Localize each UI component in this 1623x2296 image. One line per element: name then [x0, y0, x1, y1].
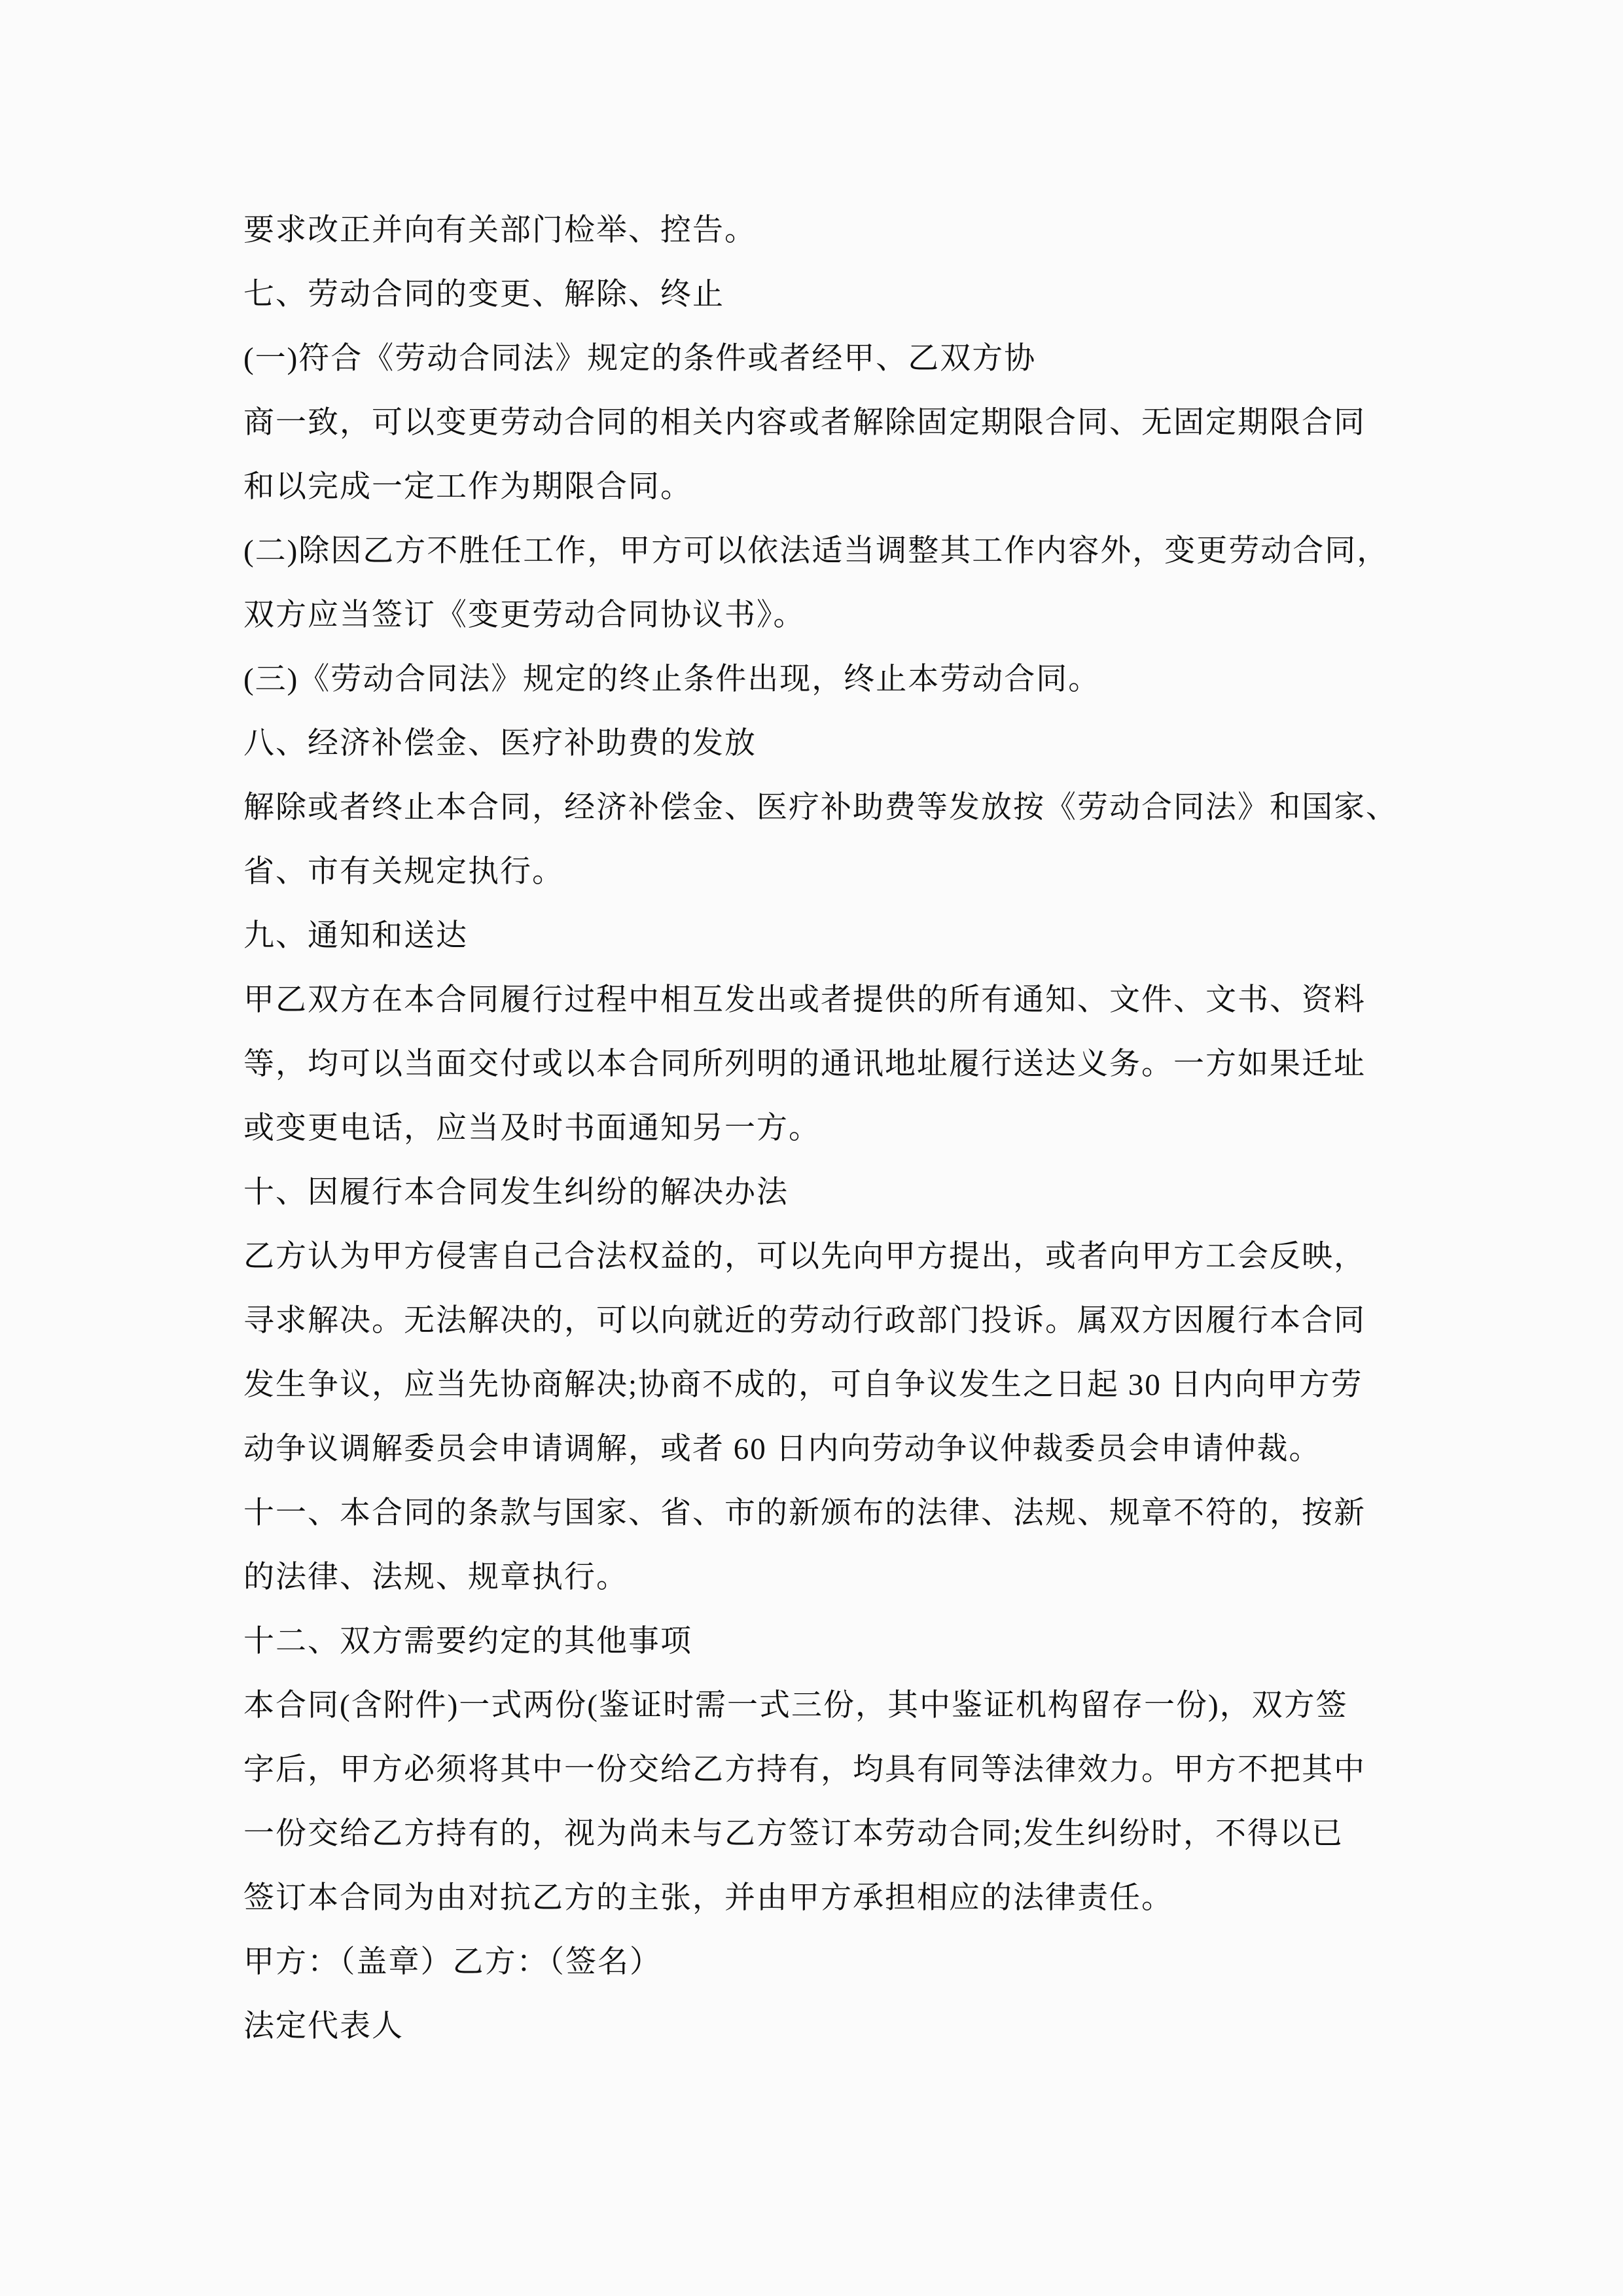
text-line: 九、通知和送达 [243, 919, 468, 953]
text-line: 动争议调解委员会申请调解，或者 60 日内向劳动争议仲裁委员会申请仲裁。 [243, 1432, 1321, 1466]
text-line: 要求改正并向有关部门检举、控告。 [243, 213, 757, 247]
text-line: 发生争议，应当先协商解决;协商不成的，可自争议发生之日起 30 日内向甲方劳 [243, 1368, 1363, 1402]
contract-text-block [243, 198, 1415, 2058]
text-line: 商一致，可以变更劳动合同的相关内容或者解除固定期限合同、无固定期限合同 [243, 406, 1366, 440]
text-line: 一份交给乙方持有的，视为尚未与乙方签订本劳动合同;发生纠纷时，不得以已 [243, 1817, 1344, 1851]
text-line: 双方应当签订《变更劳动合同协议书》。 [243, 598, 806, 632]
text-line: 省、市有关规定执行。 [243, 855, 564, 889]
text-line: 等，均可以当面交付或以本合同所列明的通讯地址履行送达义务。一方如果迁址 [243, 1047, 1366, 1081]
text-line: (二)除因乙方不胜任工作，甲方可以依法适当调整其工作内容外，变更劳动合同， [243, 534, 1389, 568]
text-line: 十一、本合同的条款与国家、省、市的新颁布的法律、法规、规章不符的，按新 [243, 1496, 1366, 1530]
text-line: 和以完成一定工作为期限合同。 [243, 470, 692, 504]
text-line: 寻求解决。无法解决的，可以向就近的劳动行政部门投诉。属双方因履行本合同 [243, 1304, 1366, 1338]
text-line: 解除或者终止本合同，经济补偿金、医疗补助费等发放按《劳动合同法》和国家、 [243, 791, 1398, 825]
text-line: 或变更电话，应当及时书面通知另一方。 [243, 1111, 821, 1145]
text-line: 甲方：（盖章）乙方：（签名） [243, 1945, 662, 1979]
text-line: 法定代表人 [243, 2009, 404, 2043]
text-line: 字后，甲方必须将其中一份交给乙方持有，均具有同等法律效力。甲方不把其中 [243, 1753, 1366, 1787]
text-line: 本合同(含附件)一式两份(鉴证时需一式三份，其中鉴证机构留存一份)，双方签 [243, 1689, 1348, 1723]
text-line: 八、经济补偿金、医疗补助费的发放 [243, 726, 757, 761]
text-line: 十、因履行本合同发生纠纷的解决办法 [243, 1175, 789, 1210]
text-line: 签订本合同为由对抗乙方的主张，并由甲方承担相应的法律责任。 [243, 1881, 1173, 1915]
text-line: (三)《劳动合同法》规定的终止条件出现，终止本劳动合同。 [243, 662, 1101, 696]
text-line: (一)符合《劳动合同法》规定的条件或者经甲、乙双方协 [243, 342, 1037, 376]
text-line: 的法律、法规、规章执行。 [243, 1560, 628, 1594]
text-line: 乙方认为甲方侵害自己合法权益的，可以先向甲方提出，或者向甲方工会反映， [243, 1240, 1366, 1274]
text-line: 甲乙双方在本合同履行过程中相互发出或者提供的所有通知、文件、文书、资料 [243, 983, 1366, 1017]
text-line: 七、劳动合同的变更、解除、终止 [243, 278, 724, 312]
text-line: 十二、双方需要约定的其他事项 [243, 1624, 692, 1659]
